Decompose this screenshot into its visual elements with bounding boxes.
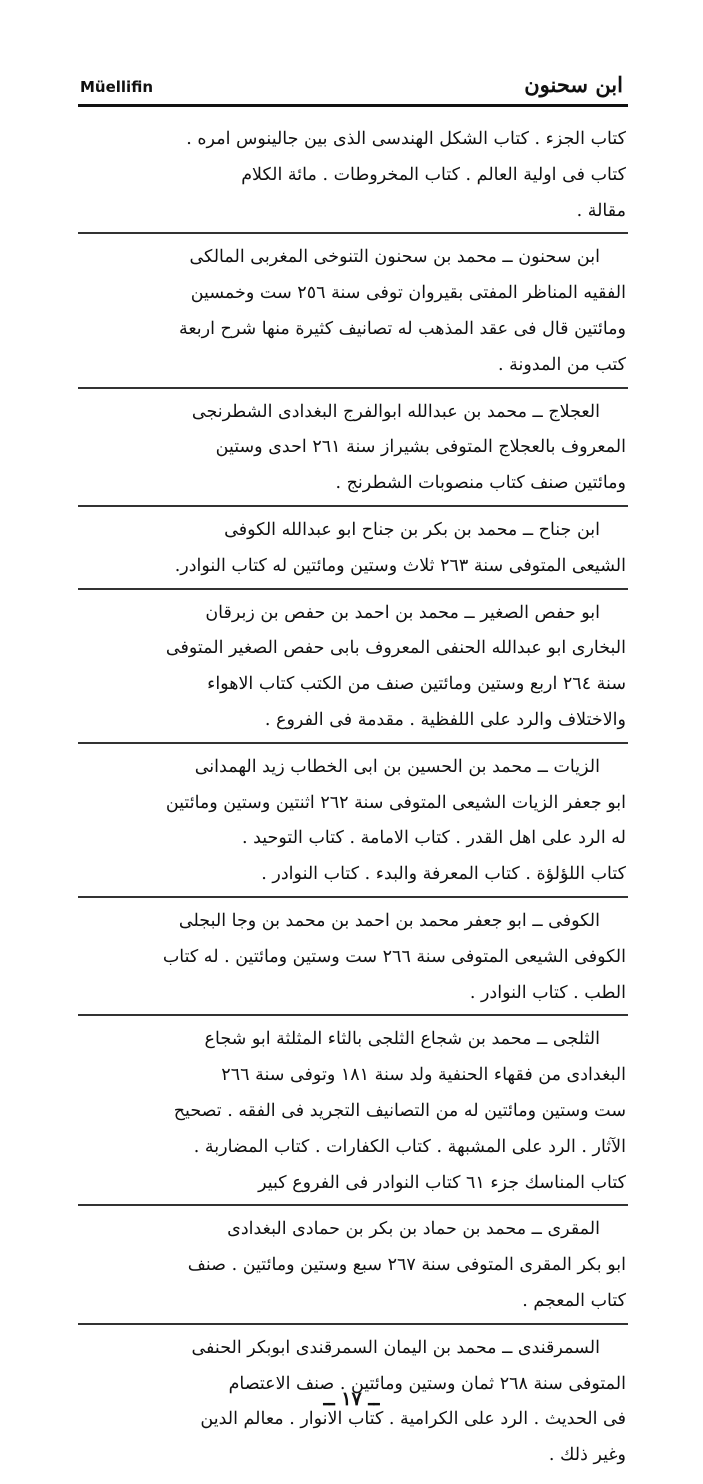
text-line: الآثار . الرد على المشبهة . كتاب الكفارات . كتاب المضاربة .	[193, 1136, 626, 1157]
biography-entry	[80, 750, 626, 893]
biography-entry	[80, 1022, 626, 1201]
text-line: العجلاج ــ محمد بن عبدالله ابوالفرج البغدادى الشطرنجى	[191, 401, 600, 422]
text-line: كتاب المناسك جزء ٦١ كتاب النوادر فى الفروع كبير	[258, 1172, 626, 1193]
text-line: المقرى ــ محمد بن حماد بن بكر بن حمادى البغدادى	[227, 1219, 600, 1240]
text-line: ابو حفص الصغير ــ محمد بن احمد بن حفص بن زبرقان	[205, 602, 600, 623]
text-line: ابو جعفر الزيات الشيعى المتوفى سنة ٢٦٢ اثنتين وستين ومائتين	[165, 792, 626, 813]
running-header-right: ابن سحنون	[524, 72, 623, 97]
biography-entry	[80, 513, 626, 585]
text-line: الشيعى المتوفى سنة ٢٦٣ ثلاث وستين ومائتين له كتاب النوادر.	[174, 555, 626, 576]
text-line: ست وستين ومائتين له من التصانيف التجريد فى الفقه . تصحيح	[173, 1100, 626, 1121]
text-line: السمرقندى ــ محمد بن اليمان السمرقندى ابوبكر الحنفى	[191, 1337, 600, 1358]
biography-entry	[80, 395, 626, 502]
biography-entry	[80, 904, 626, 1011]
text-line: سنة ٢٦٤ اربع وستين ومائتين صنف من الكتب كتاب الاهواء	[207, 674, 626, 695]
text-line: كتاب الجزء . كتاب الشكل الهندسى الذى بين جالينوس امره .	[186, 129, 626, 149]
text-line: ابو بكر المقرى المتوفى سنة ٢٦٧ سبع وستين ومائتين . صنف	[187, 1255, 626, 1276]
entry-separator	[78, 387, 628, 389]
page-number: ــ ١٧ ــ	[323, 1388, 380, 1410]
entry-separator	[78, 742, 628, 744]
text-line: وغير ذلك .	[548, 1445, 626, 1466]
text-line: الثلجى ــ محمد بن شجاع الثلجى بالثاء المثلثة ابو شجاع	[204, 1029, 600, 1050]
text-line: الطب . كتاب النوادر .	[469, 982, 626, 1003]
biography-entry	[80, 240, 626, 383]
text-line: ومائتين قال فى عقد المذهب له تصانيف كثيرة منها شرح اربعة	[178, 318, 626, 339]
biography-entry	[80, 596, 626, 739]
text-line: فى الحديث . الرد على الكرامية . كتاب الانوار . معالم الدين	[200, 1409, 626, 1430]
text-line: المتوفى سنة ٢٦٨ ثمان وستين ومائتين . صنف الاعتصام	[228, 1373, 626, 1394]
text-line: ومائتين صنف كتاب منصوبات الشطرنج .	[335, 473, 626, 494]
text-line: ابن جناح ــ محمد بن بكر بن جناح ابو عبدالله الكوفى	[224, 519, 600, 540]
entry-separator	[78, 588, 628, 590]
text-line: المعروف بالعجلاج المتوفى بشيراز سنة ٢٦١ احدى وستين	[215, 437, 626, 458]
text-line: الكوفى ــ ابو جعفر محمد بن احمد بن محمد بن وجا البجلى	[178, 910, 600, 931]
text-line: والاختلاف والرد على اللفظية . مقدمة فى الفروع .	[264, 709, 626, 730]
entry-separator	[78, 1323, 628, 1325]
text-line: كتاب المعجم .	[522, 1290, 626, 1311]
entry-separator	[78, 505, 628, 507]
text-line: له الرد على اهل القدر . كتاب الامامة . كتاب التوحيد .	[241, 828, 626, 849]
text-line: البغدادى من فقهاء الحنفية ولد سنة ١٨١ وتوفى سنة ٢٦٦	[221, 1065, 626, 1086]
text-line: ابن سحنون ــ محمد بن سحنون التنوخى المغربى المالكى	[189, 247, 600, 268]
text-line: البخارى ابو عبدالله الحنفى المعروف بابى حفص الصغير المتوفى	[165, 638, 626, 659]
header-rule	[78, 104, 628, 107]
entry-separator	[78, 896, 628, 898]
text-line: الفقيه المناظر المفتى بقيروان توفى سنة ٢٥٦ ست وخمسين	[190, 283, 626, 304]
biography-entry	[80, 1212, 626, 1319]
text-line: كتب من المدونة .	[498, 354, 626, 375]
page-body	[80, 122, 626, 1474]
text-line: كتاب اللؤلؤة . كتاب المعرفة والبدء . كتاب النوادر .	[261, 864, 626, 885]
text-line: الكوفى الشيعى المتوفى سنة ٢٦٦ ست وستين ومائتين . له كتاب	[162, 946, 626, 967]
entry-separator	[78, 1204, 628, 1206]
entry-separator	[78, 1014, 628, 1016]
running-header-left: Müellifin	[80, 78, 154, 96]
entry-separator	[78, 232, 628, 234]
biography-entry	[80, 122, 626, 229]
text-line: مقالة .	[576, 200, 626, 221]
text-line: كتاب فى اولية العالم . كتاب المخروطات . مائة الكلام	[241, 164, 626, 185]
text-line: الزيات ــ محمد بن الحسين بن ابى الخطاب زيد الهمدانى	[194, 756, 600, 777]
